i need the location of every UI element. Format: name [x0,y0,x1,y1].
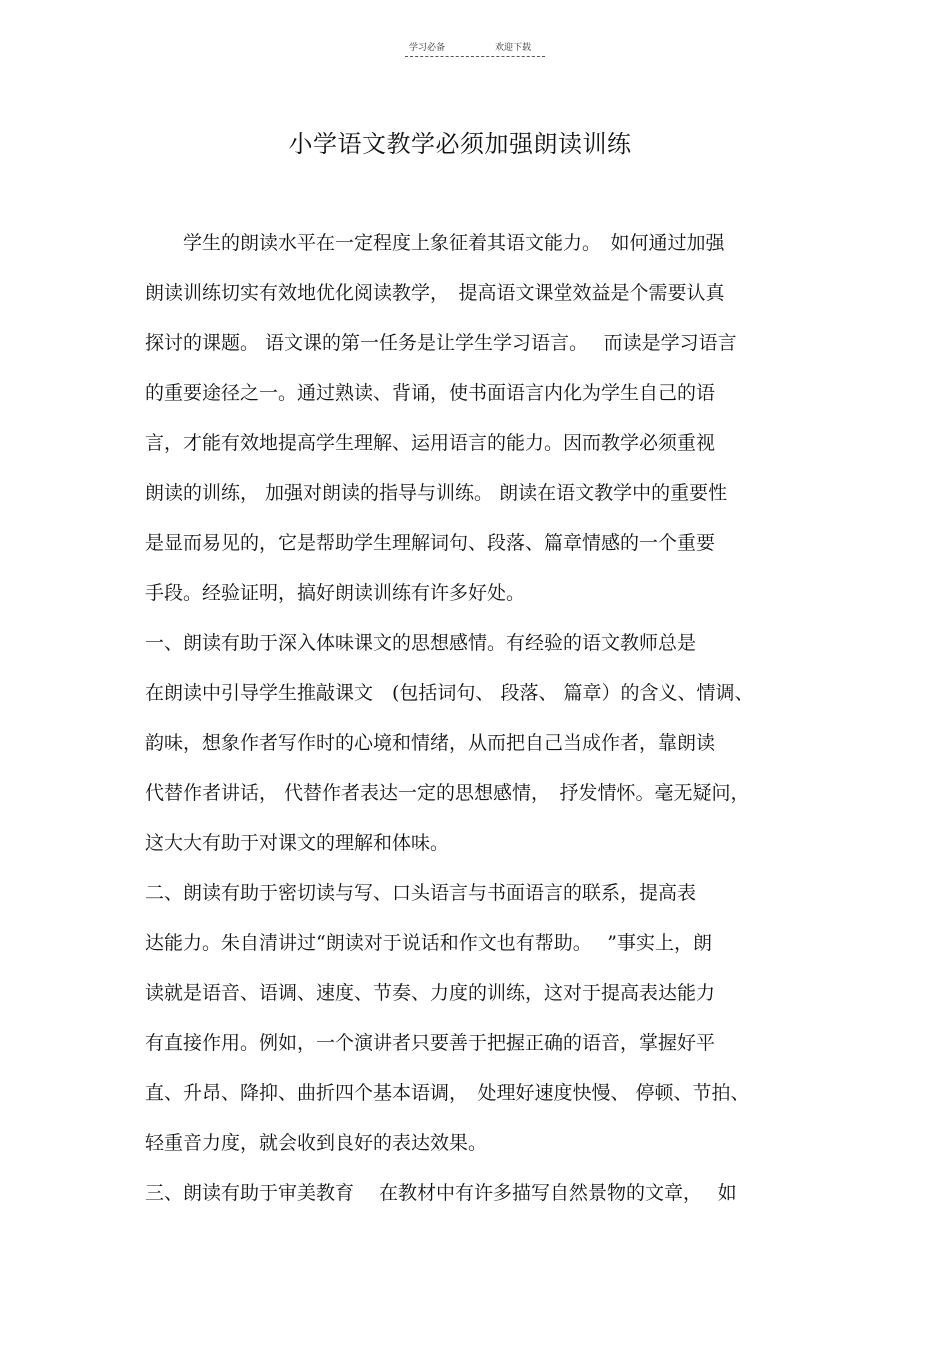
text-line: 有直接作用。例如，一个演讲者只要善于把握正确的语音，掌握好平 [145,1032,716,1054]
text-line: 手段。经验证明，搞好朗读训练有许多好处。 [145,582,526,604]
text-line: 学生的朗读水平在一定程度上象征着其语文能力。 如何通过加强 [145,232,725,254]
text-line: 言，才能有效地提高学生理解、运用语言的能力。因而教学必须重视 [145,432,716,454]
text-line: 朗读训练切实有效地优化阅读教学， 提高语文课堂效益是个需要认真 [145,282,725,304]
text-line: 一、朗读有助于深入体味课文的思想感情。有经验的语文教师总是 [145,632,697,654]
header-right-text: 欢迎下载 [495,43,532,53]
text-line: 直、升昂、降抑、曲折四个基本语调， 处理好速度快慢、 停顿、节拍、 [145,1082,750,1104]
text-line: 在朗读中引导学生推敲课文 (包括词句、 段落、 篇章）的含义、情调、 [145,682,754,704]
text-line: 三、朗读有助于审美教育 在教材中有许多描写自然景物的文章， 如 [145,1182,737,1204]
text-line: 读就是语音、语调、速度、节奏、力度的训练，这对于提高表达能力 [145,982,716,1004]
page-header [405,38,545,57]
text-line: 朗读的训练， 加强对朗读的指导与训练。 朗读在语文教学中的重要性 [145,482,728,504]
header-left-text: 学习必备 [409,43,446,53]
text-line: 韵味，想象作者写作时的心境和情绪，从而把自己当成作者，靠朗读 [145,732,716,754]
text-line: 是显而易见的，它是帮助学生理解词句、段落、篇章情感的一个重要 [145,532,716,554]
text-line: 这大大有助于对课文的理解和体味。 [145,832,450,854]
text-line: 二、朗读有助于密切读与写、口头语言与书面语言的联系，提高表 [145,882,697,904]
text-line: 达能力。朱自清讲过“朗读对于说话和作文也有帮助。 ”事实上，朗 [145,932,712,954]
document-title: 小学语文教学必须加强朗读训练 [288,130,632,158]
text-line: 轻重音力度，就会收到良好的表达效果。 [145,1132,488,1154]
text-line: 代替作者讲话， 代替作者表达一定的思想感情， 抒发情怀。毫无疑问， [145,782,750,804]
text-line: 探讨的课题。 语文课的第一任务是让学生学习语言。 而读是学习语言 [145,332,737,354]
text-line: 的重要途径之一。通过熟读、背诵，使书面语言内化为学生自己的语 [145,382,716,404]
